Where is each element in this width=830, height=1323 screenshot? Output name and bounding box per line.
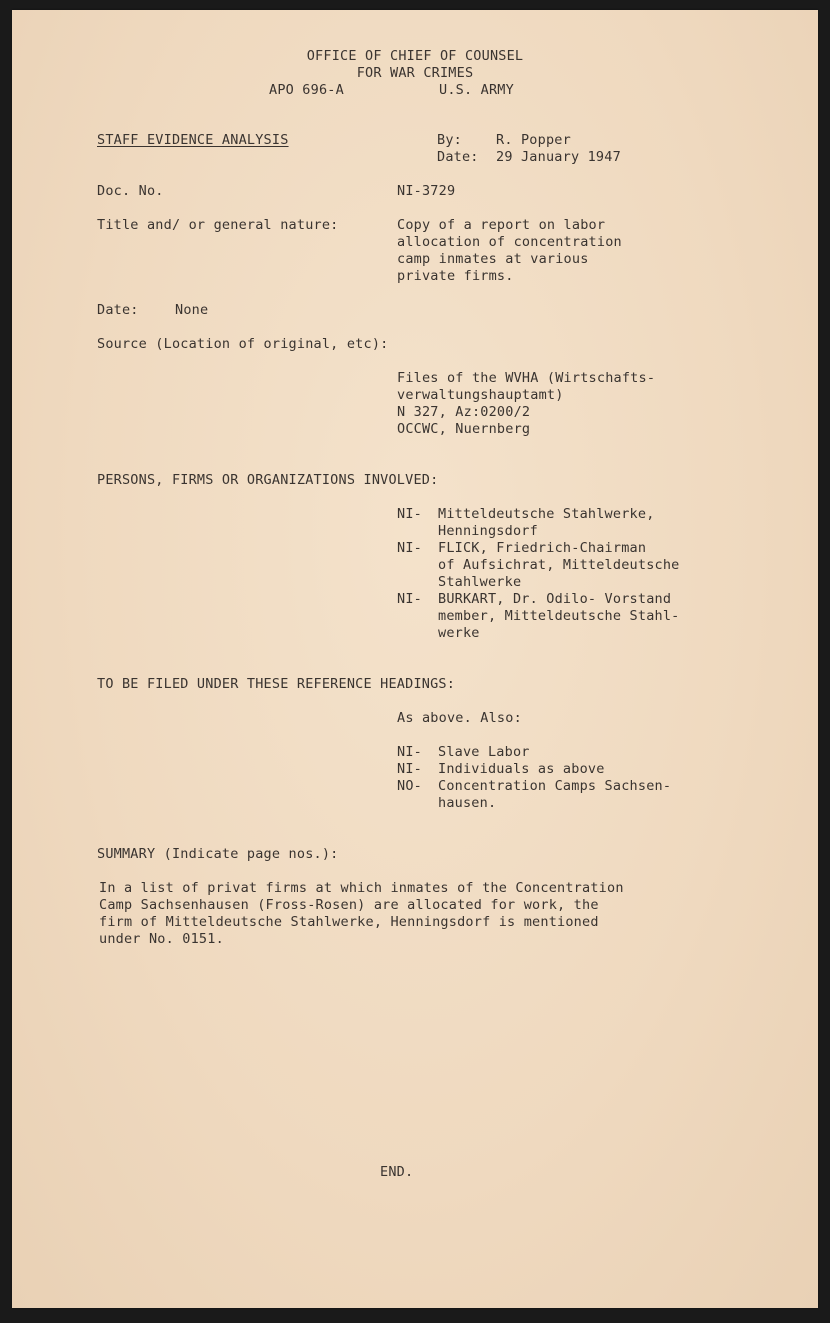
date-value: 29 January 1947	[496, 149, 621, 165]
title-nature-line: camp inmates at various	[397, 251, 589, 267]
doc-no-label: Doc. No.	[97, 183, 164, 199]
end-mark: END.	[380, 1164, 414, 1180]
persons-line: member, Mitteldeutsche Stahl-	[438, 608, 680, 624]
reference-prefix: NI-	[397, 744, 422, 760]
header-war-crimes: FOR WAR CRIMES	[356, 65, 474, 81]
title-nature-line: allocation of concentration	[397, 234, 622, 250]
persons-prefix: NI-	[397, 506, 422, 522]
reference-intro: As above. Also:	[397, 710, 522, 726]
title-nature-line: Copy of a report on labor	[397, 217, 606, 233]
summary-line: Camp Sachsenhausen (Fross-Rosen) are allocated for work, the	[99, 897, 599, 913]
source-label: Source (Location of original, etc):	[97, 336, 389, 352]
source-line: Files of the WVHA (Wirtschafts-	[397, 370, 656, 386]
reference-line: hausen.	[438, 795, 497, 811]
persons-line: Henningsdorf	[438, 523, 538, 539]
reference-prefix: NO-	[397, 778, 422, 794]
by-value: R. Popper	[496, 132, 571, 148]
document-page	[12, 10, 818, 1308]
summary-line: In a list of privat firms at which inmates of the Concentration	[99, 880, 624, 896]
source-line: verwaltungshauptamt)	[397, 387, 564, 403]
header-army: U.S. ARMY	[439, 82, 514, 98]
reference-line: Individuals as above	[438, 761, 605, 777]
by-label: By:	[437, 132, 462, 148]
persons-heading: PERSONS, FIRMS OR ORGANIZATIONS INVOLVED:	[97, 472, 439, 488]
title-nature-line: private firms.	[397, 268, 514, 284]
persons-prefix: NI-	[397, 591, 422, 607]
persons-line: Stahlwerke	[438, 574, 522, 590]
persons-line: werke	[438, 625, 480, 641]
reference-prefix: NI-	[397, 761, 422, 777]
persons-line: BURKART, Dr. Odilo- Vorstand	[438, 591, 672, 607]
title-nature-label: Title and/ or general nature:	[97, 217, 339, 233]
reference-line: Concentration Camps Sachsen-	[438, 778, 672, 794]
persons-line: of Aufsichrat, Mitteldeutsche	[438, 557, 680, 573]
header-office: OFFICE OF CHIEF OF COUNSEL	[306, 48, 524, 64]
date-row-value: None	[175, 302, 209, 318]
analysis-heading: STAFF EVIDENCE ANALYSIS	[97, 132, 289, 148]
summary-line: under No. 0151.	[99, 931, 224, 947]
persons-line: FLICK, Friedrich-Chairman	[438, 540, 647, 556]
source-line: OCCWC, Nuernberg	[397, 421, 531, 437]
reference-line: Slave Labor	[438, 744, 530, 760]
date-label: Date:	[437, 149, 479, 165]
doc-no-value: NI-3729	[397, 183, 456, 199]
reference-heading: TO BE FILED UNDER THESE REFERENCE HEADINGS:	[97, 676, 456, 692]
summary-heading: SUMMARY (Indicate page nos.):	[97, 846, 339, 862]
summary-line: firm of Mitteldeutsche Stahlwerke, Henningsdorf is mentioned	[99, 914, 599, 930]
persons-prefix: NI-	[397, 540, 422, 556]
date-row-label: Date:	[97, 302, 139, 318]
header-apo: APO 696-A	[269, 82, 344, 98]
source-line: N 327, Az:0200/2	[397, 404, 531, 420]
persons-line: Mitteldeutsche Stahlwerke,	[438, 506, 655, 522]
